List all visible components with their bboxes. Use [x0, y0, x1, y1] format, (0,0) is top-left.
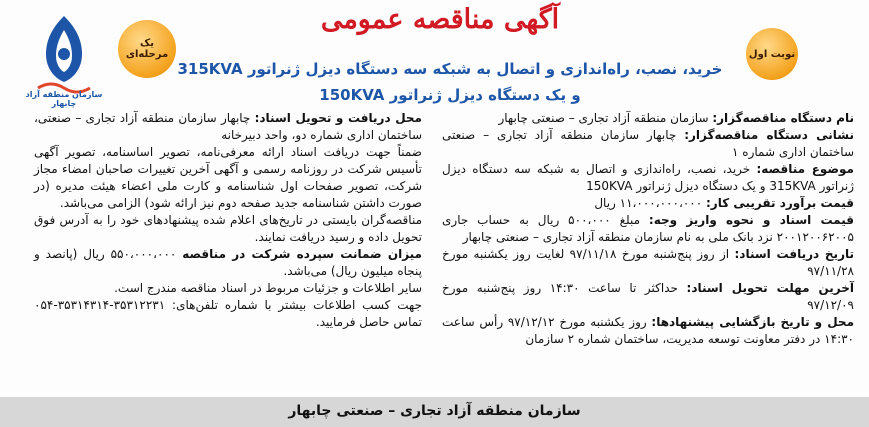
subtitle-line-2: و یک دستگاه دیزل ژنراتور 150KVA: [319, 86, 581, 104]
anchor-wave-icon: [24, 10, 104, 100]
stage-badge: یک مرحله‌ای: [118, 20, 176, 78]
paragraph: محل دریافت و تحویل اسناد: چابهار سازمان منطقه آزاد تجاری – صنعتی، ساختمان اداری شماره دو، واحد دبیرخانه: [34, 111, 422, 142]
paragraph: تاریخ دریافت اسناد: از روز پنج‌شنبه مورخ ۹۷/۱۱/۱۸ لغایت روز یکشنبه مورخ ۹۷/۱۱/۲۸: [442, 247, 854, 278]
page-title: آگهی مناقصه عمومی: [320, 4, 560, 35]
paragraph: میزان ضمانت سپرده شرکت در مناقصه ۵۵۰،۰۰۰،۰۰۰ ریال (پانصد و پنجاه میلیون ریال) می‌باشد.: [34, 247, 422, 278]
paragraph: سایر اطلاعات و جزئیات مربوط در اسناد مناقصه مندرج است.: [114, 281, 422, 295]
round-badge: نوبت اول: [746, 28, 798, 80]
paragraph: قیمت اسناد و نحوه واریز وجه: مبلغ ۵۰۰،۰۰۰ ریال به حساب جاری ۲۰۰۱۲۰۰۶۲۰۰۵ نزد بانک ملی به نام سازمان منطقه آزاد تجاری – صنعتی چابهار: [442, 213, 854, 244]
paragraph: ضمناً جهت دریافت اسناد ارائه معرفی‌نامه، تصویر اساسنامه، تصویر آگهی تأسیس شرکت در روزنامه رسمی و آگهی آخرین تغییرات صاحبان امضاء مجاز شرکت، تصویر صفحات اول شناسنامه و کارت ملی اعضاء هیئت مدیره (در صورت داشتن شناسنامه جدید صفحه دوم نیز ارائه شود) الزامی می‌باشد.: [34, 145, 422, 210]
paragraph: آخرین مهلت تحویل اسناد: حداکثر تا ساعت ۱۴:۳۰ روز پنج‌شنبه مورخ ۹۷/۱۲/۰۹: [442, 281, 854, 312]
paragraph: قیمت برآورد تقریبی کار: ۱۱،۰۰۰،۰۰۰،۰۰۰ ریال: [594, 196, 854, 210]
left-column: [34, 110, 422, 331]
footer-bar: سازمان منطقه آزاد تجاری – صنعتی چابهار: [0, 397, 869, 427]
paragraph: نام دستگاه مناقصه‌گزار: سازمان منطقه آزاد تجاری – صنعتی چابهار: [498, 111, 854, 125]
logo-caption: سازمان منطقه آزاد چابهار: [25, 90, 103, 108]
paragraph: نشانی دستگاه مناقصه‌گزار: چابهار سازمان منطقه آزاد تجاری – صنعتی ساختمان اداری شماره ۱: [442, 128, 854, 159]
paragraph: محل و تاریخ بازگشایی پیشنهادها: روز یکشنبه مورخ ۹۷/۱۲/۱۲ رأس ساعت ۱۴:۳۰ در دفتر معاونت توسعه مدیریت، ساختمان شماره ۲ سازمان: [442, 315, 854, 346]
paragraph: جهت کسب اطلاعات بیشتر با شماره تلفن‌های: ۳۵۳۱۲۲۳۱-۳۵۳۱۴۳۱۴-۰۵۴ تماس حاصل فرمایید.: [34, 298, 422, 329]
paragraph: مناقصه‌گران بایستی در تاریخ‌های اعلام شده پیشنهادهای خود را به آدرس فوق تحویل داده و رسید دریافت نمایند.: [34, 213, 422, 244]
subtitle-line-1: خرید، نصب، راه‌اندازی و اتصال به شبکه سه دستگاه دیزل ژنراتور 315KVA: [177, 60, 723, 78]
paragraph: موضوع مناقصه: خرید، نصب، راه‌اندازی و اتصال به شبکه سه دستگاه دیزل ژنراتور 315KVA و یک دستگاه دیزل ژنراتور 150KVA: [442, 162, 854, 193]
right-column: [442, 110, 854, 348]
